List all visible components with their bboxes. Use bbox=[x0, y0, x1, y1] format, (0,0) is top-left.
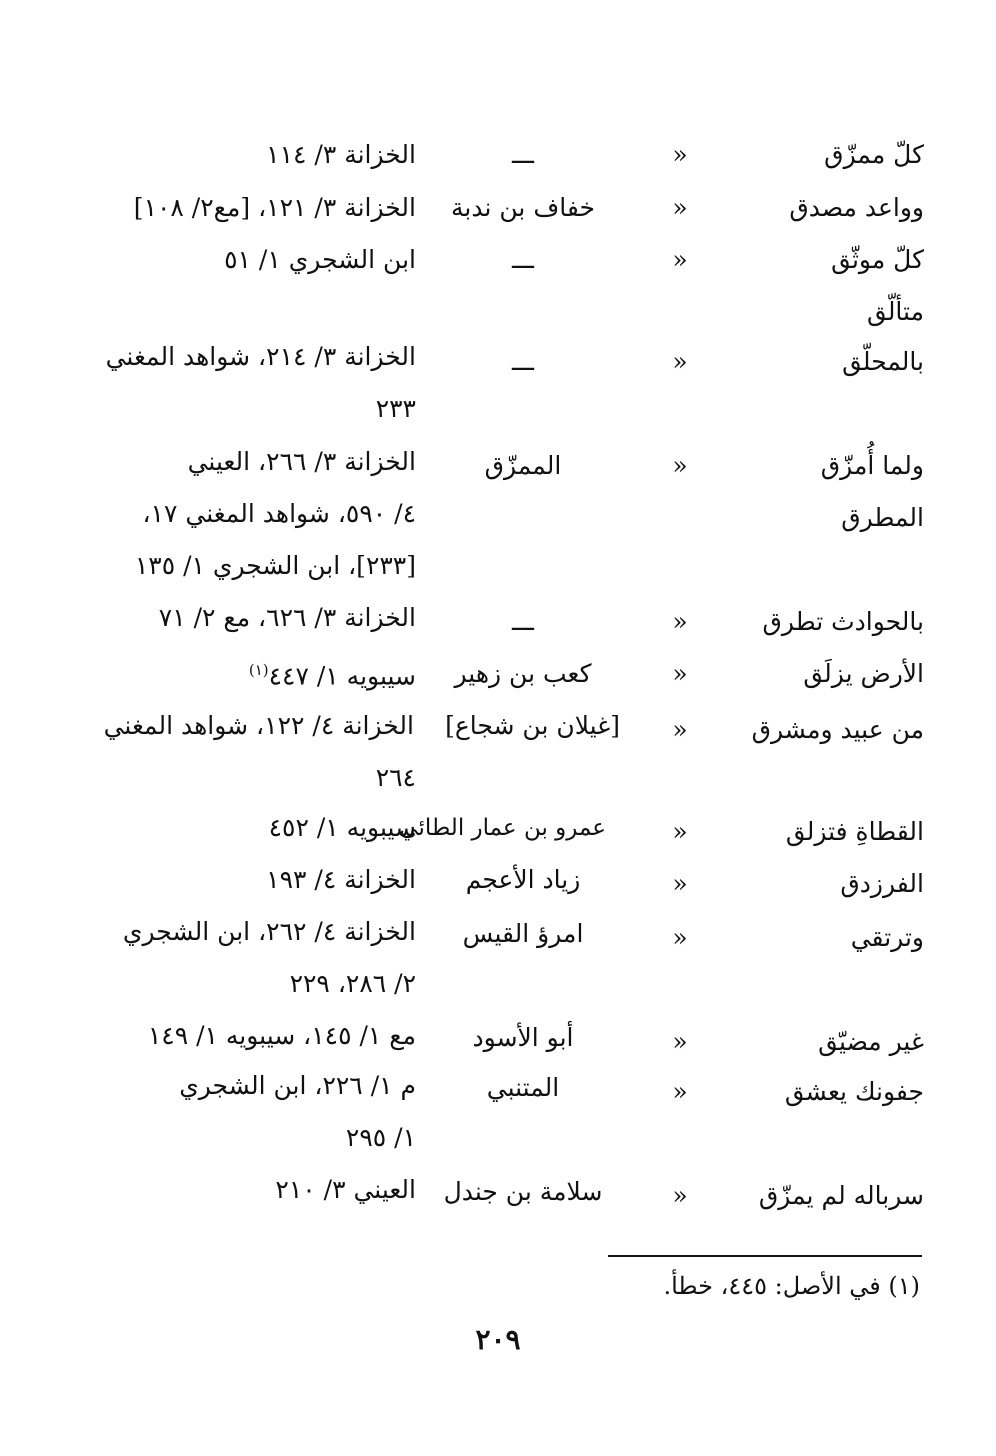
source-reference-continued: [٢٣٣]، ابن الشجري ١/ ١٣٥ bbox=[134, 551, 416, 580]
rhyme-word: غير مضيّق bbox=[818, 1027, 924, 1056]
source-reference-continued: ١/ ٢٩٥ bbox=[345, 1123, 416, 1152]
source-reference: الخزانة ٣/ ١٢١، [مع٢/ ١٠٨] bbox=[133, 193, 416, 222]
rhyme-word: كلّ ممزّق bbox=[824, 140, 924, 169]
entry-row bbox=[0, 292, 996, 423]
ditto-mark: « bbox=[672, 245, 688, 274]
rhyme-word: القطاةِ فتزلق bbox=[785, 817, 924, 846]
poet-name: الممزّق bbox=[484, 451, 562, 480]
entry-row bbox=[0, 446, 996, 580]
rhyme-word: الأرض يزلَق bbox=[803, 659, 924, 688]
rhyme-word: وواعد مصدق bbox=[789, 193, 924, 222]
source-reference: الخزانة ٣/ ٢٦٦، العيني bbox=[187, 447, 416, 476]
rhyme-word: من عبيد ومشرق bbox=[751, 715, 924, 744]
source-reference bbox=[249, 650, 416, 690]
source-reference: الخزانة ٤/ ٢٦٢، ابن الشجري bbox=[122, 917, 416, 946]
ditto-mark: « bbox=[672, 451, 688, 480]
entry-row bbox=[0, 135, 996, 169]
ditto-mark: « bbox=[672, 1077, 688, 1106]
source-reference: مع ١/ ١٤٥، سيبويه ١/ ١٤٩ bbox=[147, 1021, 416, 1050]
entry-row bbox=[0, 864, 996, 898]
rhyme-word: متألّق bbox=[866, 297, 924, 326]
ditto-mark: « bbox=[672, 923, 688, 952]
ditto-mark: « bbox=[672, 659, 688, 688]
source-reference: م ١/ ٢٢٦، ابن الشجري bbox=[179, 1071, 416, 1100]
rhyme-word: المطرق bbox=[841, 503, 924, 532]
poet-name: خفاف بن ندبة bbox=[451, 193, 595, 222]
rhyme-word: بالحوادث تطرق bbox=[762, 607, 924, 636]
rhyme-word: كلّ موثّق bbox=[831, 245, 924, 274]
source-reference-continued: ٢/ ٢٨٦، ٢٢٩ bbox=[289, 969, 416, 998]
entry-row bbox=[0, 917, 996, 998]
poet-name: ـــ bbox=[512, 347, 534, 376]
rhyme-word: بالمحلّق bbox=[842, 347, 924, 376]
source-reference: سيبويه ١/ ٤٥٢ bbox=[268, 813, 416, 842]
poet-name: زياد الأعجم bbox=[465, 865, 581, 894]
entry-row bbox=[0, 240, 996, 274]
poet-name: سلامة بن جندل bbox=[443, 1177, 603, 1206]
entry-row bbox=[0, 1021, 996, 1056]
source-reference-continued: ٢٦٤ bbox=[375, 763, 416, 792]
entry-row bbox=[0, 812, 996, 846]
entry-row bbox=[0, 602, 996, 636]
footnote: (١) في الأصل: ٤٤٥، خطأ. bbox=[663, 1272, 920, 1300]
poet-name: ـــ bbox=[512, 245, 534, 274]
ditto-mark: « bbox=[672, 1027, 688, 1056]
source-reference: الخزانة ٣/ ١١٤ bbox=[266, 140, 416, 169]
ditto-mark: « bbox=[672, 140, 688, 169]
poet-name: كعب بن زهير bbox=[454, 659, 592, 688]
ditto-mark: « bbox=[672, 869, 688, 898]
entry-row bbox=[0, 1071, 996, 1152]
source-reference: ابن الشجري ١/ ٥١ bbox=[224, 245, 416, 274]
source-reference: الخزانة ٤/ ١٩٣ bbox=[266, 865, 416, 894]
rhyme-word: سرباله لم يمزّق bbox=[758, 1181, 924, 1210]
ditto-mark: « bbox=[672, 193, 688, 222]
source-reference: العيني ٣/ ٢١٠ bbox=[275, 1175, 416, 1204]
page-number: ٢٠٩ bbox=[475, 1323, 521, 1356]
ditto-mark: « bbox=[672, 1181, 688, 1210]
poet-name: امرؤ القيس bbox=[462, 919, 584, 948]
poet-name: أبو الأسود bbox=[472, 1023, 574, 1052]
source-reference: الخزانة ٤/ ١٢٢، شواهد المغني bbox=[103, 711, 414, 740]
rhyme-word: ولما أُمزّق bbox=[820, 451, 924, 480]
entry-row bbox=[0, 710, 996, 792]
entry-row bbox=[0, 1175, 996, 1210]
poet-name: المتنبي bbox=[486, 1073, 560, 1102]
poet-name: ـــ bbox=[512, 607, 534, 636]
ditto-mark: « bbox=[672, 607, 688, 636]
rhyme-word: جفونك يعشق bbox=[784, 1077, 924, 1106]
rhyme-word: الفرزدق bbox=[840, 869, 924, 898]
poet-name: [غيلان بن شجاع] bbox=[445, 711, 620, 740]
footnote-divider bbox=[608, 1255, 922, 1257]
ditto-mark: « bbox=[672, 347, 688, 376]
entry-row bbox=[0, 188, 996, 222]
rhyme-word: وترتقي bbox=[850, 923, 924, 952]
poet-name: ـــ bbox=[512, 140, 534, 169]
entry-row bbox=[0, 654, 996, 691]
ditto-mark: « bbox=[672, 715, 688, 744]
source-reference: الخزانة ٣/ ٦٢٦، مع ٢/ ٧١ bbox=[158, 603, 416, 632]
ditto-mark: « bbox=[672, 817, 688, 846]
source-reference-continued: ٢٣٣ bbox=[375, 394, 416, 423]
poet-name: عمرو بن عمار الطائي bbox=[399, 815, 606, 841]
source-reference: الخزانة ٣/ ٢١٤، شواهد المغني bbox=[105, 342, 416, 371]
footnote-marker: (١) bbox=[248, 661, 269, 679]
source-reference-text: سيبويه ١/ ٤٤٧ bbox=[268, 661, 416, 691]
source-reference-continued: ٤/ ٥٩٠، شواهد المغني ١٧، bbox=[142, 499, 416, 528]
